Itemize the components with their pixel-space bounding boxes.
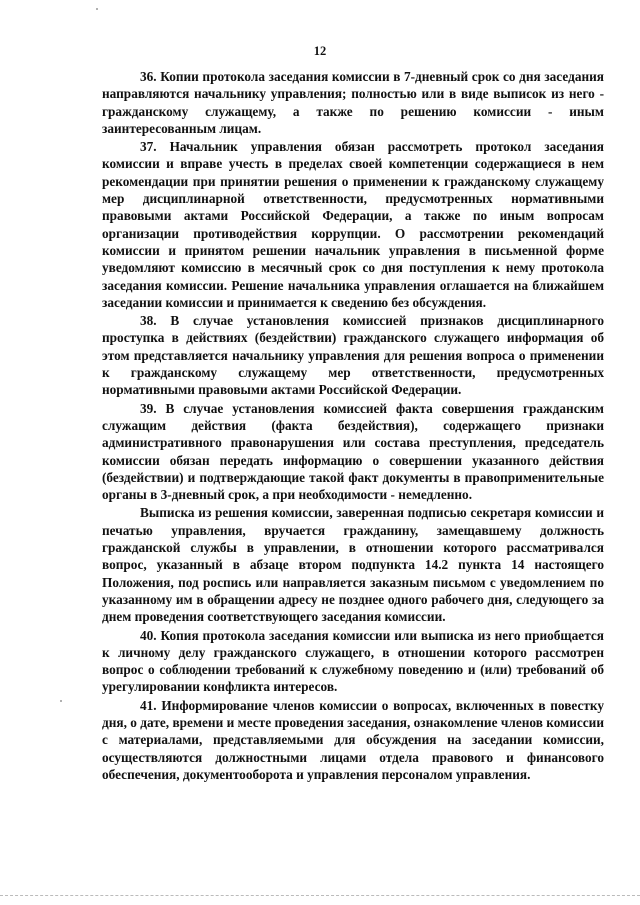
paragraph-36: 36. Копии протокола заседания комиссии в 7-дневный срок со дня заседания направляются начальнику управления; полностью или в виде выписок из него - гражданскому служащему, а также по решению комиссии - иным заинтересованным лицам. xyxy=(102,69,604,136)
scan-bottom-edge xyxy=(0,895,640,897)
paragraph-37: 37. Начальник управления обязан рассмотреть протокол заседания комиссии и вправе учесть в пределах своей компетенции содержащиеся в нем рекомендации при принятии решения о применении к гражданскому служащему мер дисциплинарной ответственности, предусмотренных нормативными правовыми актами Российской Федерации, а также по иным вопросам организации противодействия коррупции. О рассмотрении рекомендаций комиссии и принятом решении начальник управления в письменной форме уведомляют комиссию в месячный срок со дня поступления к нему протокола заседания комиссии. Решение начальника управления оглашается на ближайшем заседании комиссии и принимается к сведению без обсуждения. xyxy=(102,139,604,310)
page-number: 12 xyxy=(313,44,327,58)
scan-speck xyxy=(96,8,98,10)
scan-speck xyxy=(60,700,62,702)
paragraph-41: 41. Информирование членов комиссии о вопросах, включенных в повестку дня, о дате, времени и месте проведения заседания, ознакомление членов комиссии с материалами, представляемыми для обсуждения на заседании комиссии, осуществляются должностными лицами отдела правового и финансового обеспечения, документооборота и управления персоналом управления. xyxy=(102,697,604,782)
paragraph-39-extract: Выписка из решения комиссии, заверенная подписью секретаря комиссии и печатью управления, вручается гражданину, замещавшему должность гражданской службы в управлении, в отношении которого рассматривался вопрос, указанный в абзаце втором подпункта 14.2 пункта 14 настоящего Положения, под роспись или направляется заказным письмом с уведомлением по указанному им в обращении адресу не позднее одного рабочего дня, следующего за днем проведения соответствующего заседания комиссии. xyxy=(102,505,604,625)
paragraph-39: 39. В случае установления комиссией факта совершения гражданским служащим действия (факта бездействия), содержащего признаки административного правонарушения или состава преступления, председатель комиссии обязан передать информацию о совершении указанного действия (бездействии) и подтверждающие такой факт документы в правоприменительные органы в 3-дневный срок, а при необходимости - немедленно. xyxy=(102,400,604,503)
paragraph-40: 40. Копия протокола заседания комиссии или выписка из него приобщается к личному делу гражданского служащего, в отношении которого рассмотрен вопрос о соблюдении требований к служебному поведению и (или) требований об урегулировании конфликта интересов. xyxy=(102,627,604,695)
paragraph-38: 38. В случае установления комиссией признаков дисциплинарного проступка в действиях (бездействии) гражданского служащего информация об этом представляется начальнику управления для решения вопроса о применении к гражданскому служащему мер ответственности, предусмотренных нормативными правовыми актами Российской Федерации. xyxy=(102,313,604,398)
document-body xyxy=(102,68,604,784)
